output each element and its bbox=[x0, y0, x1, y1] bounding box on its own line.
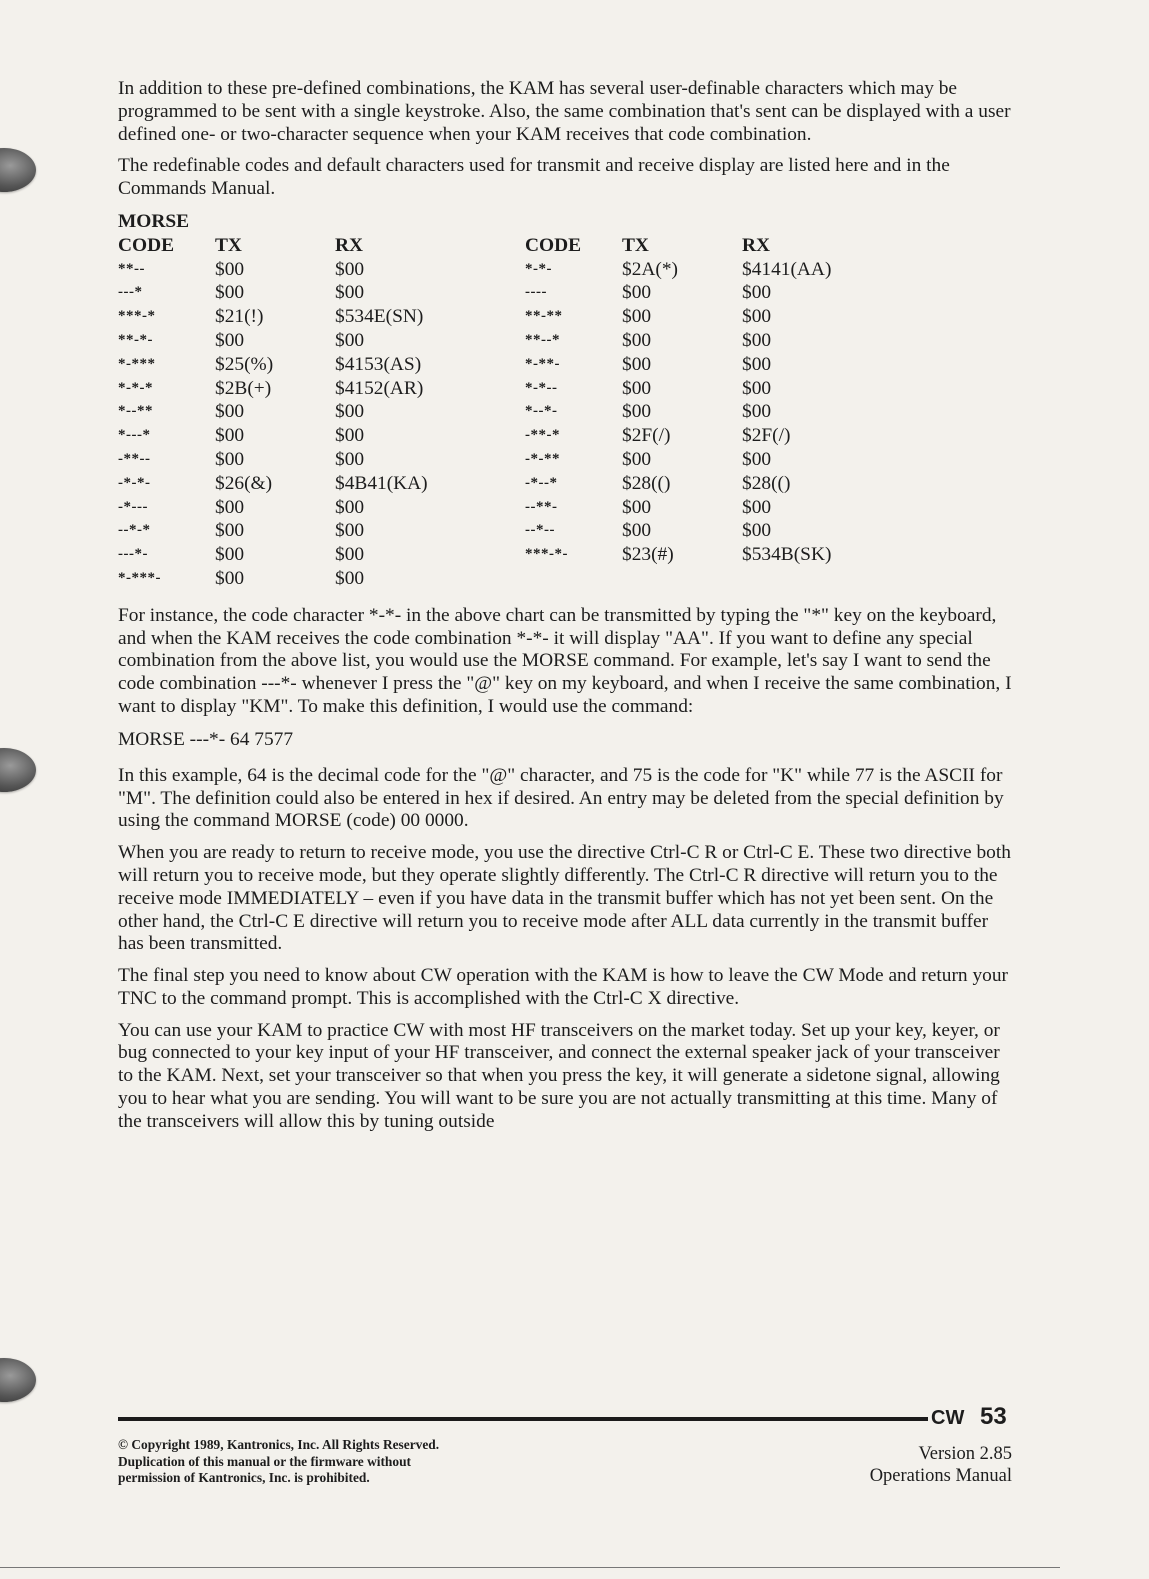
cell-rx-right: $00 bbox=[742, 282, 772, 304]
cell-code-right: *--*- bbox=[525, 403, 558, 420]
cell-tx-left: $00 bbox=[215, 544, 245, 566]
header-tx-right: TX bbox=[622, 234, 649, 256]
scan-edge-line bbox=[0, 1567, 1060, 1568]
cell-tx-right: $00 bbox=[622, 448, 652, 470]
copyright-notice bbox=[118, 1437, 439, 1487]
cell-code-right: **--* bbox=[525, 331, 560, 348]
cell-rx-left: $00 bbox=[335, 520, 365, 542]
header-rx-right: RX bbox=[742, 234, 771, 256]
table-row bbox=[118, 519, 1018, 543]
cell-tx-left: $00 bbox=[215, 329, 245, 351]
table-row bbox=[118, 281, 1018, 305]
cell-code-right: -*-** bbox=[525, 450, 560, 467]
instance-paragraph: For instance, the code character *-*- in the above chart can be transmitted by typing the "*" key on the keyboard, and when the KAM receives the code combination *-*- it will display "AA". If you want to define any special combination from the above list, you would use the MORSE command. For example, let's say I want to send the code combination ---*- whenever I press the "@" key on my keyboard, and when I receive the same combination, I want to display "KM". To make this definition, I would use the command: bbox=[118, 604, 1012, 717]
table-row bbox=[118, 496, 1018, 520]
cell-rx-left: $4153(AS) bbox=[335, 353, 422, 375]
cell-rx-right: $00 bbox=[742, 329, 772, 351]
table-row bbox=[118, 543, 1018, 567]
header-code-left: CODE bbox=[118, 234, 175, 256]
cell-code-left: *--** bbox=[118, 403, 153, 420]
table-row bbox=[118, 400, 1018, 424]
cell-code-left: *-*-* bbox=[118, 379, 153, 396]
receive-mode-paragraph: When you are ready to return to receive mode, you use the directive Ctrl-C R or Ctrl-C E. These two directive both will return you to receive mode, but they operate slightly differently. The Ctrl-C R directive will return you to the receive mode IMMEDIATELY – even if you have data in the transmit buffer which has not yet been sent. On the other hand, the Ctrl-C E directive will return you to receive mode after ALL data currently in the transmit buffer has been transmitted. bbox=[118, 842, 1011, 955]
version-info bbox=[870, 1444, 1012, 1487]
cell-rx-left: $00 bbox=[335, 258, 365, 280]
cell-rx-left: $4B41(KA) bbox=[335, 472, 428, 494]
cell-code-left: *-***- bbox=[118, 569, 161, 586]
table-title-row bbox=[118, 210, 1018, 234]
cell-tx-left: $00 bbox=[215, 401, 245, 423]
cell-code-left: ***-* bbox=[118, 308, 156, 325]
table-row bbox=[118, 424, 1018, 448]
header-rx-left: RX bbox=[335, 234, 364, 256]
cell-tx-left: $00 bbox=[215, 520, 245, 542]
table-header-row bbox=[118, 234, 1018, 258]
cell-rx-right bbox=[742, 567, 942, 591]
cell-code-left: ---*- bbox=[118, 546, 148, 563]
cell-code-left: --*-* bbox=[118, 522, 151, 539]
cell-rx-right: $28(() bbox=[742, 472, 791, 494]
cell-rx-left: $00 bbox=[335, 448, 365, 470]
section-label: CW bbox=[931, 1407, 965, 1429]
cell-code-right: *-*-- bbox=[525, 379, 558, 396]
table-row bbox=[118, 377, 1018, 401]
cell-tx-right: $28(() bbox=[622, 472, 671, 494]
cell-code-right: *-*- bbox=[525, 260, 552, 277]
page-body bbox=[118, 78, 1018, 1143]
cell-rx-right: $00 bbox=[742, 306, 772, 328]
table-row bbox=[118, 448, 1018, 472]
cell-code-left: **-- bbox=[118, 260, 145, 277]
cell-rx-right: $00 bbox=[742, 377, 772, 399]
table-row bbox=[118, 305, 1018, 329]
table-title: MORSE bbox=[118, 210, 190, 232]
binder-hole-bottom bbox=[0, 1358, 36, 1402]
cell-rx-left: $00 bbox=[335, 567, 365, 589]
cell-tx-right: $2F(/) bbox=[622, 425, 671, 447]
intro-paragraph: In addition to these pre-defined combinations, the KAM has several user-definable characters which may be programmed to be sent with a single keystroke. Also, the same combination that's sent can be displayed with a user defined one- or two-character sequence when your KAM receives that code combination. bbox=[118, 78, 1011, 145]
cell-rx-right: $00 bbox=[742, 520, 772, 542]
cell-rx-right: $00 bbox=[742, 353, 772, 375]
manual-name: Operations Manual bbox=[869, 1465, 1012, 1486]
cell-tx-left: $25(%) bbox=[215, 353, 274, 375]
cell-tx-right: $00 bbox=[622, 520, 652, 542]
table-row bbox=[118, 567, 1018, 591]
cell-code-left: -**-- bbox=[118, 450, 151, 467]
cell-tx-right: $00 bbox=[622, 496, 652, 518]
cell-code-right: -*--* bbox=[525, 474, 558, 491]
cell-rx-right: $00 bbox=[742, 496, 772, 518]
cell-code-left: -*-*- bbox=[118, 474, 151, 491]
table-row bbox=[118, 329, 1018, 353]
table-row bbox=[118, 258, 1018, 282]
example-explanation-paragraph: In this example, 64 is the decimal code for the "@" character, and 75 is the code for "K" while 77 is the ASCII for "M". The definition could also be entered in hex if desired. An entry may be deleted from the special definition by using the command MORSE (code) 00 0000. bbox=[118, 764, 1004, 832]
cell-tx-right: $00 bbox=[622, 377, 652, 399]
cell-rx-left: $00 bbox=[335, 282, 365, 304]
leave-cw-mode-paragraph: The final step you need to know about CW operation with the KAM is how to leave the CW Mode and return your TNC to the command prompt. This is accomplished with the Ctrl-C X directive. bbox=[118, 965, 1008, 1009]
cell-code-left: *-*** bbox=[118, 355, 156, 372]
cell-tx-left: $00 bbox=[215, 496, 245, 518]
cell-tx-left: $00 bbox=[215, 567, 245, 589]
cell-tx-left: $26(&) bbox=[215, 472, 273, 494]
binder-hole-top bbox=[0, 148, 36, 192]
cell-rx-right: $2F(/) bbox=[742, 425, 791, 447]
cell-tx-right: $00 bbox=[622, 282, 652, 304]
header-code-right: CODE bbox=[525, 234, 582, 256]
cell-tx-left: $00 bbox=[215, 282, 245, 304]
cell-code-right: **-** bbox=[525, 308, 563, 325]
cell-code-left: ---* bbox=[118, 284, 143, 301]
cell-rx-left: $00 bbox=[335, 425, 365, 447]
cell-tx-left: $00 bbox=[215, 425, 245, 447]
cell-rx-right: $534B(SK) bbox=[742, 544, 832, 566]
table-body bbox=[118, 258, 1018, 591]
table-row bbox=[118, 353, 1018, 377]
cell-tx-right: $00 bbox=[622, 401, 652, 423]
copyright-line: permission of Kantronics, Inc. is prohibited. bbox=[118, 1470, 370, 1486]
cell-tx-right: $00 bbox=[622, 306, 652, 328]
cell-rx-left: $00 bbox=[335, 544, 365, 566]
table-row bbox=[118, 472, 1018, 496]
cell-tx-left: $00 bbox=[215, 258, 245, 280]
cell-rx-right: $00 bbox=[742, 448, 772, 470]
cell-tx-left: $2B(+) bbox=[215, 377, 272, 399]
copyright-line: Duplication of this manual or the firmware without bbox=[118, 1453, 411, 1469]
cell-code-right bbox=[525, 567, 622, 591]
cell-rx-left: $4152(AR) bbox=[335, 377, 424, 399]
practice-cw-paragraph: You can use your KAM to practice CW with most HF transceivers on the market today. Set up your key, keyer, or bug connected to your key input of your HF transceiver, and connect the external speaker jack of your transceiver to the KAM. Next, set your transceiver so that when you press the key, it will generate a sidetone signal, allowing you to hear what you are sending. You will want to be sure you are not actually transmitting at this time. Many of the transceivers will allow this by tuning outside bbox=[118, 1019, 1000, 1132]
cell-code-right: ---- bbox=[525, 284, 547, 301]
cell-code-left: -*--- bbox=[118, 498, 148, 515]
morse-code-table bbox=[118, 210, 1018, 591]
cell-rx-left: $534E(SN) bbox=[335, 306, 424, 328]
cell-code-right: --**- bbox=[525, 498, 558, 515]
cell-code-right: -**-* bbox=[525, 427, 560, 444]
cell-code-right: --*-- bbox=[525, 522, 555, 539]
cell-tx-right: $00 bbox=[622, 329, 652, 351]
cell-rx-left: $00 bbox=[335, 329, 365, 351]
redefinable-codes-paragraph: The redefinable codes and default characters used for transmit and receive display are listed here and in the Commands Manual. bbox=[118, 155, 950, 200]
cell-rx-right: $00 bbox=[742, 401, 772, 423]
cell-tx-right bbox=[622, 567, 742, 591]
cell-tx-right: $2A(*) bbox=[622, 258, 679, 280]
cell-tx-right: $23(#) bbox=[622, 544, 674, 566]
binder-hole-middle bbox=[0, 748, 36, 792]
cell-tx-left: $00 bbox=[215, 448, 245, 470]
command-example: MORSE ---*- 64 7577 bbox=[118, 728, 294, 750]
cell-rx-right: $4141(AA) bbox=[742, 258, 832, 280]
cell-rx-left: $00 bbox=[335, 496, 365, 518]
cell-code-right: ***-*- bbox=[525, 546, 568, 563]
cell-tx-right: $00 bbox=[622, 353, 652, 375]
page-number: 53 bbox=[980, 1403, 1007, 1430]
footer-rule bbox=[118, 1417, 928, 1421]
cell-code-left: **-*- bbox=[118, 331, 153, 348]
cell-tx-left: $21(!) bbox=[215, 306, 264, 328]
copyright-line: © Copyright 1989, Kantronics, Inc. All Rights Reserved. bbox=[118, 1437, 440, 1452]
version-number: Version 2.85 bbox=[918, 1444, 1012, 1464]
header-tx-left: TX bbox=[215, 234, 242, 256]
cell-code-right: *-**- bbox=[525, 355, 560, 372]
cell-rx-left: $00 bbox=[335, 401, 365, 423]
cell-code-left: *---* bbox=[118, 427, 151, 444]
